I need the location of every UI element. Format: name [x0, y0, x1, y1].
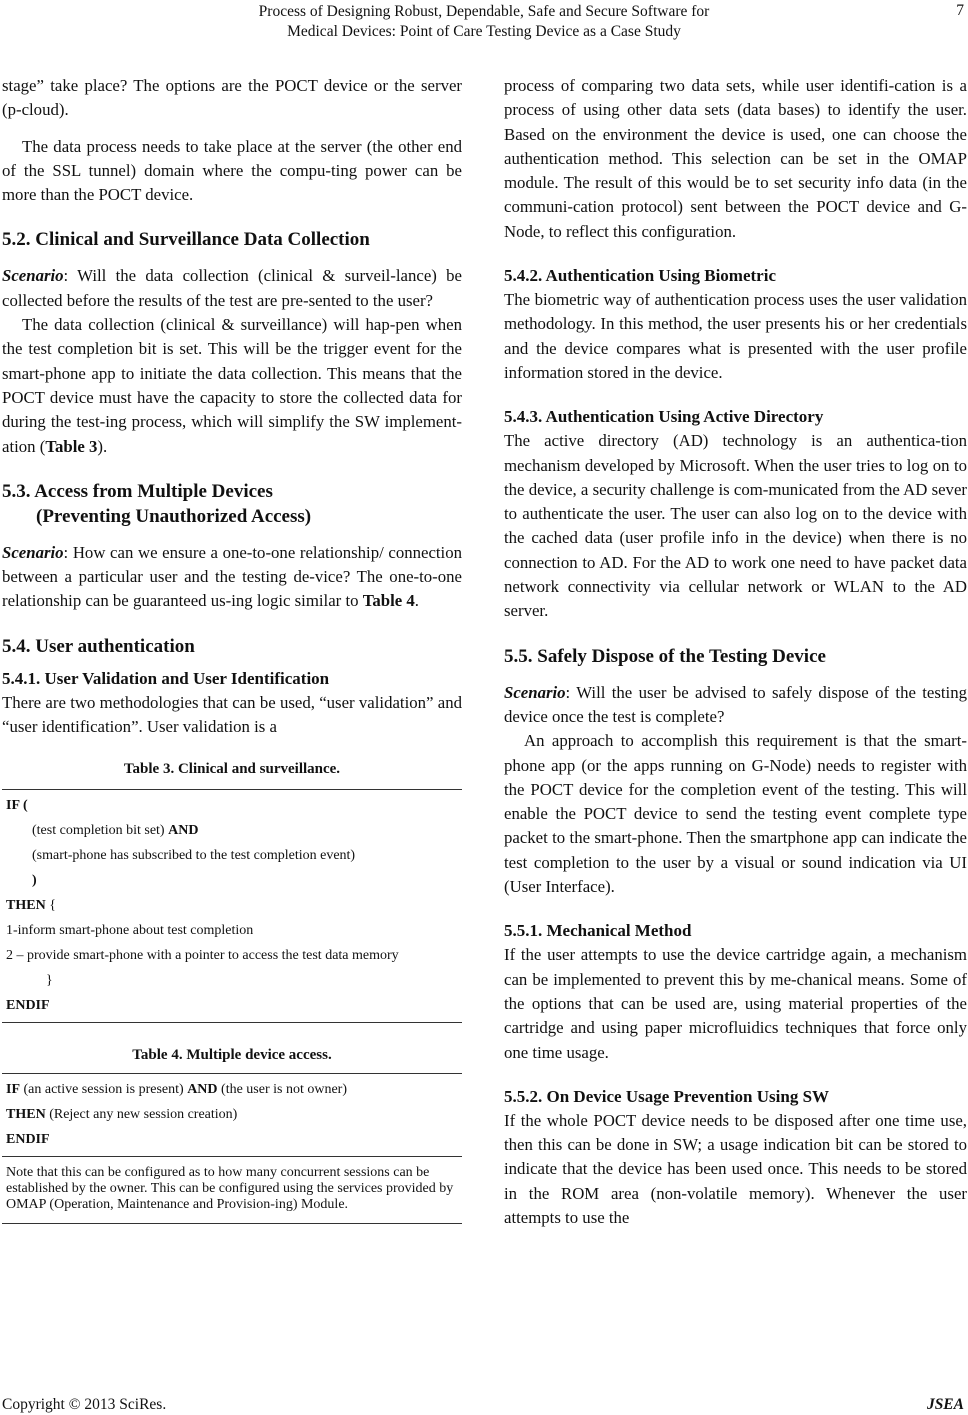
table4-endif: ENDIF: [6, 1132, 50, 1148]
heading-line1: 5.3. Access from Multiple Devices: [2, 480, 273, 502]
table4-title: Table 4. Multiple device access.: [132, 1047, 332, 1064]
paragraph-543: The active directory (AD) technology is an authentica-tion mechanism developed by Microsoft. When the user tries to log on to the device, a security challenge is com-municated from the AD sever to authenticate the user. The user can also log on to the device with the cached data (user profile info in the device) when there is no connection to AD. For the AD to work one need to have packet data network connectivity via cellular network or WLAN to the AD server.: [504, 431, 967, 621]
scenario-label: Scenario: [504, 682, 566, 702]
table3-close-paren: ): [32, 873, 37, 889]
table4-note: Note that this can be configured as to how many concurrent sessions can be established by the owner. This can be configured using the services provided by OMAP (Operation, Maintenance and Provision-ing) Module.: [2, 1156, 462, 1224]
paragraph-542: The biometric way of authentication process uses the user validation methodology. In this method, the user presents his or her credentials and the device compares what is presented with the user profile information stored in the device.: [504, 290, 967, 382]
table4-if: IF (an active session is present) AND (the user is not owner): [6, 1082, 347, 1098]
running-title-line2: Medical Devices: Point of Care Testing Device as a Case Study: [287, 23, 681, 40]
scenario-end: .: [414, 591, 419, 611]
table3-endif: ENDIF: [6, 998, 50, 1014]
section-heading-5-4: 5.4. User authentication: [2, 635, 195, 657]
scenario-text: : Will the user be advised to safely dispose of the testing device once the test is complete?: [504, 682, 967, 726]
table3-then: THEN {: [6, 898, 56, 914]
scenario-label: Scenario: [2, 542, 64, 562]
right-column: [504, 74, 967, 1230]
journal-name: JSEA: [926, 1396, 964, 1413]
running-title: [0, 2, 968, 42]
copyright-text: Copyright © 2013 SciRes.: [2, 1396, 167, 1413]
left-column: [2, 74, 462, 1224]
table3-cond1: (test completion bit set) AND: [32, 823, 199, 839]
table3-close-brace: }: [46, 973, 53, 989]
table3-if: IF (: [6, 798, 28, 814]
paragraph-552: If the whole POCT device needs to be disposed after one time use, then this can be done in SW; a usage indication bit can be stored to indicate that the device has been used once. This needs to be stored in the ROM area (non-volatile memory). Whenever the user attempts to use the: [504, 1110, 967, 1227]
table-ref: Table 3: [45, 436, 98, 456]
paragraph-52-body: [2, 313, 462, 459]
body-text-end: ).: [97, 436, 108, 456]
table3-title: Table 3. Clinical and surveillance.: [123, 761, 341, 778]
paragraph-55-scenario: [504, 681, 967, 730]
scenario-text: : How can we ensure a one-to-one relationship/ connection between a particular user and the testing de-vice? The one-to-one relationship can be guaranteed us-ing logic similar to: [2, 542, 462, 611]
section-heading-5-5: 5.5. Safely Dispose of the Testing Device: [504, 645, 826, 667]
subsection-heading-5-4-3: 5.4.3. Authentication Using Active Directory: [504, 407, 824, 427]
paragraph-intro: stage” take place? The options are the POCT device or the server (p-cloud).: [2, 76, 462, 120]
paragraph-53-scenario: [2, 541, 462, 614]
table3-cond2: (smart-phone has subscribed to the test completion event): [32, 848, 356, 864]
running-title-line1: Process of Designing Robust, Dependable, Safe and Secure Software for: [258, 3, 710, 20]
subsection-heading-5-5-2: 5.5.2. On Device Usage Prevention Using SW: [504, 1086, 830, 1106]
table3-step1: 1-inform smart-phone about test completion: [6, 923, 254, 939]
paragraph-551: If the user attempts to use the device cartridge again, a mechanism can be implemented to prevent this by me-chanical means. Some of the options that can be used are, using material properties of the cartridge and using paper microfluidics techniques that force only one time usage.: [504, 945, 967, 1062]
table4-then: THEN (Reject any new session creation): [6, 1107, 238, 1123]
section-heading-5-3: [2, 479, 462, 529]
paragraph-541-continued: process of comparing two data sets, while user identifi-cation is a process of using other data sets (data bases) to identify the user. Based on the environment the device is used, one can choose the authentication method. This selection can be set in the OMAP module. The result of this would be to set security info data (in the communi-cation protocol) sent between the POCT device and G-Node, to reflect this configuration.: [504, 76, 967, 241]
page-header: [0, 0, 968, 50]
section-heading-5-2: 5.2. Clinical and Surveillance Data Collection: [2, 229, 370, 251]
table4: [2, 1073, 462, 1156]
scenario-label: Scenario: [2, 266, 64, 286]
table3: [2, 789, 462, 1023]
paragraph-55-body: An approach to accomplish this requirement is that the smart-phone app (or the apps running on G-Node) needs to register with the POCT device for the completion event of the testing. This will enable the POCT device to send the testing event complete type packet to the smart-phone. Then the smartphone app can indicate the test completion to the user by a visual or sound indication via UI (User Interface).: [504, 731, 967, 897]
paragraph-server: The data process needs to take place at the server (the other end of the SSL tunnel) domain where the compu-ting power can be more than the POCT device.: [2, 136, 462, 205]
table3-step2: 2 – provide smart-phone with a pointer to access the test data memory: [6, 948, 399, 964]
table-ref: Table 4: [362, 591, 415, 611]
page-number: 7: [956, 2, 964, 19]
subsection-heading-5-4-1: 5.4.1. User Validation and User Identification: [2, 668, 330, 688]
paragraph-52-scenario: [2, 264, 462, 313]
paragraph-541: There are two methodologies that can be used, “user validation” and “user identification”. User validation is a: [2, 692, 462, 737]
body-text: The data collection (clinical & surveillance) will hap-pen when the test completion bit is set. This will be the trigger event for the smart-phone app to initiate the data collection. This means that the POCT device must have the capacity to store the collected data for during the test-ing process, which will simplify the SW implement-ation (: [2, 315, 462, 456]
heading-line2: (Preventing Unauthorized Access): [36, 505, 312, 527]
subsection-heading-5-4-2: 5.4.2. Authentication Using Biometric: [504, 266, 776, 286]
subsection-heading-5-5-1: 5.5.1. Mechanical Method: [504, 921, 692, 941]
scenario-text: : Will the data collection (clinical & surveil-lance) be collected before the results of the test are pre-sented to the user?: [2, 266, 462, 310]
